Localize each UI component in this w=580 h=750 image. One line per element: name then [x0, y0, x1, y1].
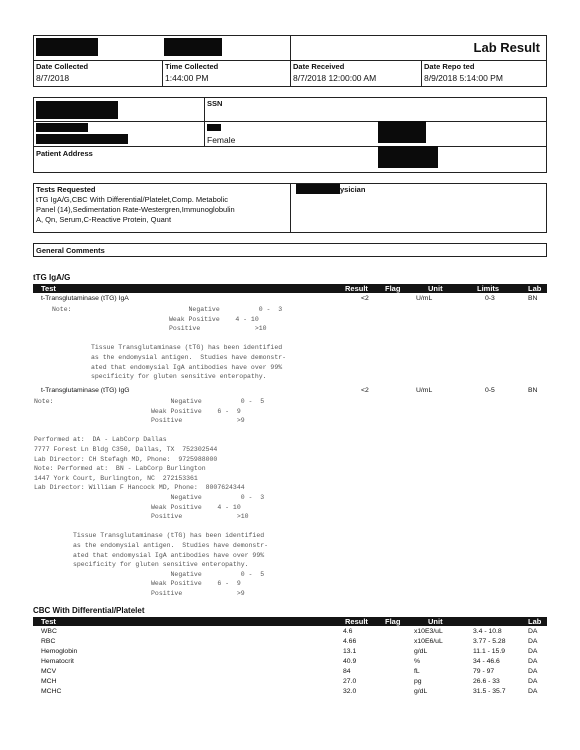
cell-lab: DA: [528, 628, 538, 635]
col-flag: Flag: [385, 617, 401, 626]
table-row: [33, 657, 547, 666]
cell-lab: DA: [528, 668, 538, 675]
cell-unit: U/mL: [416, 387, 433, 394]
redacted-block: [36, 101, 118, 119]
date-reported-value: 8/9/2018 5:14:00 PM: [424, 73, 503, 83]
tests-requested-line: Panel (14),Sedimentation Rate-Westergren,Immunoglobulin: [36, 205, 235, 214]
date-collected-value: 8/7/2018: [36, 73, 70, 83]
cell-result: 4.6: [343, 628, 353, 635]
general-comments-label: General Comments: [36, 246, 105, 255]
cell-result: 13.1: [343, 648, 357, 655]
cell-limits: 3.77 - 5.28: [473, 638, 506, 645]
col-unit: Unit: [428, 617, 443, 626]
col-result: Result: [345, 617, 368, 626]
table-row: [33, 294, 547, 303]
cell-test: RBC: [41, 638, 56, 645]
cell-test: MCHC: [41, 688, 62, 695]
header-vline-2: [290, 35, 291, 87]
patient-address-label: Patient Address: [36, 149, 93, 158]
date-received-value: 8/7/2018 12:00:00 AM: [293, 73, 377, 83]
header-vline-1: [162, 60, 163, 87]
cell-limits: 11.1 - 15.9: [473, 648, 505, 655]
cell-limits: 34 - 46.6: [473, 658, 500, 665]
patient-divider-1: [33, 121, 547, 122]
table-row: [33, 647, 547, 656]
cell-result: 84: [343, 668, 351, 675]
cell-test: MCV: [41, 668, 57, 675]
patient-vline: [204, 97, 205, 146]
cell-unit: x10E6/uL: [414, 638, 443, 645]
col-test: Test: [41, 617, 56, 626]
redacted-block: [207, 124, 221, 131]
cell-result: <2: [361, 295, 369, 302]
cell-lab: DA: [528, 638, 538, 645]
table-header-cbc: [33, 617, 547, 626]
table-row: [33, 637, 547, 646]
cell-lab: DA: [528, 678, 538, 685]
cell-test: MCH: [41, 678, 57, 685]
general-comments-box: [33, 243, 547, 257]
time-collected-value: 1:44:00 PM: [165, 73, 209, 83]
table-row: [33, 677, 547, 686]
table-row: [33, 386, 547, 395]
date-reported-label: Date Repo ted: [424, 62, 475, 71]
redacted-block: [296, 184, 340, 194]
cell-limits: 31.5 - 35.7: [473, 688, 506, 695]
time-collected-label: Time Collected: [165, 62, 219, 71]
col-result: Result: [345, 284, 368, 293]
cell-result: 27.0: [343, 678, 357, 685]
table-row: [33, 667, 547, 676]
cell-unit: g/dL: [414, 688, 428, 695]
section-title-cbc: CBC With Differential/Platelet: [33, 606, 145, 615]
col-unit: Unit: [428, 284, 443, 293]
cell-test: Hemoglobin: [41, 648, 78, 655]
ssn-label: SSN: [207, 99, 223, 108]
cell-limits: 0-3: [485, 295, 495, 302]
tests-requested-line: A, Qn, Serum,C-Reactive Protein, Quant: [36, 215, 172, 224]
cell-limits: 0-5: [485, 387, 495, 394]
cell-result: 40.9: [343, 658, 357, 665]
table-row: [33, 627, 547, 636]
redacted-block: [36, 134, 128, 144]
redacted-block: [378, 146, 438, 168]
date-collected-label: Date Collected: [36, 62, 89, 71]
tests-requested-line: tTG IgA/G,CBC With Differential/Platelet,Comp. Metabolic: [36, 195, 229, 204]
cell-result: 32.0: [343, 688, 357, 695]
patient-sex: Female: [207, 135, 236, 145]
report-title: Lab Result: [473, 40, 540, 55]
col-test: Test: [41, 284, 56, 293]
cell-unit: g/dL: [414, 648, 428, 655]
col-flag: Flag: [385, 284, 401, 293]
cell-unit: U/mL: [416, 295, 433, 302]
tests-requested-label: Tests Requested: [36, 185, 96, 194]
col-lab: Lab: [528, 284, 542, 293]
cell-result: <2: [361, 387, 369, 394]
redacted-block: [164, 38, 222, 56]
cell-lab: BN: [528, 295, 538, 302]
table-header-ttg: [33, 284, 547, 293]
cell-limits: 26.6 - 33: [473, 678, 500, 685]
ttg-igg-note: Note: Negative 0 - 5 Weak Positive 6 - 9 Positive >9 Performed at: DA - LabCorp Dallas 7777 Forest Ln Bldg C350, Dallas, TX 752302544 Lab Director: CH Stefagh MD, Phone: 9725988000 Note: Performed at: BN - LabCorp Burlington 1447 York Court, Burlington, NC 272153361 Lab Director: William F Hancock MD, Phone: 8007624344 Negative 0 - 3 Weak Positive 4 - 10 Positive >10 Tissue Transglutaminase (tTG) has been identified as the endomysial antigen. Studies have demonstr- ated that endomysial IgA antibodies have over 99% specificity for gluten sensitive enteropathy. Negative 0 - 5 Weak Positive 6 - 9 Positive >9: [34, 398, 269, 597]
cell-test: t-Transglutaminase (tTG) IgA: [41, 295, 129, 302]
physician-label: ysician: [340, 185, 366, 194]
cell-result: 4.66: [343, 638, 357, 645]
cell-unit: x10E3/uL: [414, 628, 443, 635]
cell-test: WBC: [41, 628, 57, 635]
cell-test: Hematocrit: [41, 658, 74, 665]
header-vline-3: [421, 60, 422, 87]
redacted-block: [36, 38, 98, 56]
tests-vline: [290, 183, 291, 233]
date-received-label: Date Received: [293, 62, 345, 71]
col-lab: Lab: [528, 617, 542, 626]
cell-lab: DA: [528, 688, 538, 695]
cell-unit: fL: [414, 668, 420, 675]
redacted-block: [36, 123, 88, 132]
cell-lab: BN: [528, 387, 538, 394]
patient-divider-2: [33, 146, 547, 147]
ttg-iga-note: Note: Negative 0 - 3 Weak Positive 4 - 10 Positive >10 Tissue Transglutaminase (tTG) has been identified as the endomysial antigen. Studies have demonstr- ated that endomysial IgA antibodies have over 99% specificity for gluten sensitive enteropathy.: [52, 306, 287, 381]
cell-test: t-Transglutaminase (tTG) IgG: [41, 387, 130, 394]
col-limits: Limits: [477, 284, 500, 293]
redacted-block: [378, 121, 426, 143]
cell-limits: 3.4 - 10.8: [473, 628, 502, 635]
cell-unit: pg: [414, 678, 422, 685]
cell-lab: DA: [528, 658, 538, 665]
cell-unit: %: [414, 658, 421, 665]
cell-limits: 79 - 97: [473, 668, 495, 675]
table-row: [33, 687, 547, 696]
section-title-ttg: tTG IgA/G: [33, 273, 71, 282]
cell-lab: DA: [528, 648, 538, 655]
